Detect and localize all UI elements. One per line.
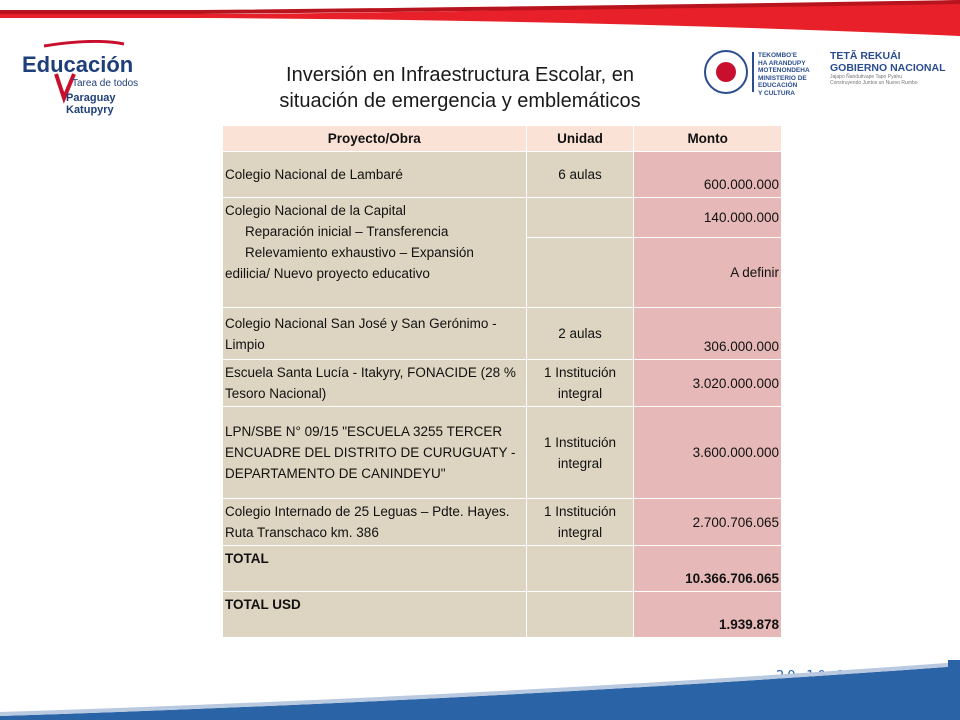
table-row-total xyxy=(223,546,782,592)
row-amount: A definir xyxy=(634,238,782,308)
table-row-total-usd xyxy=(223,592,782,638)
gov-sub-1: Jajapo Ñandutivape Tapo Pyahu xyxy=(830,74,902,80)
gobierno-nacional-logo xyxy=(830,50,950,98)
row-unit: 1 Institución integral xyxy=(526,407,634,499)
header-unidad: Unidad xyxy=(526,126,634,152)
row-unit: 1 Institución integral xyxy=(526,499,634,546)
row-project: Escuela Santa Lucía - Itakyry, FONACIDE (28 % Tesoro Nacional) xyxy=(223,360,527,407)
logo-tagline: Tarea de todos xyxy=(72,78,139,89)
table-row xyxy=(223,360,782,407)
row-unit xyxy=(526,546,634,592)
table-row xyxy=(223,152,782,198)
title-line-1: Inversión en Infraestructura Escolar, en xyxy=(286,64,634,86)
row-amount: 10.366.706.065 xyxy=(634,546,782,592)
table-row xyxy=(223,308,782,360)
title-line-2: situación de emergencia y emblemáticos xyxy=(279,90,641,112)
gov-line-1: TETÃ REKUÁI xyxy=(830,50,901,62)
gov-sub-2: Construyendo Juntos un Nuevo Rumbo xyxy=(830,80,918,86)
logo-divider xyxy=(752,52,754,92)
project-name: Colegio Nacional de la Capital xyxy=(225,203,406,218)
project-subitem-cont: edilicia/ Nuevo proyecto educativo xyxy=(225,266,430,281)
row-unit: 2 aulas xyxy=(526,308,634,360)
table-row xyxy=(223,499,782,546)
row-amount: 306.000.000 xyxy=(634,308,782,360)
investment-table xyxy=(222,125,782,638)
row-project: LPN/SBE N° 09/15 "ESCUELA 3255 TERCER ENCUADRE DEL DISTRITO DE CURUGUATY - DEPARTAMENTO DE CANINDEYU" xyxy=(223,407,527,499)
header-monto: Monto xyxy=(634,126,782,152)
ministry-text: TEKOMBO'E HA ARANDUPY MOTENONDEHA MINISTERIO DE EDUCACIÓN Y CULTURA xyxy=(758,52,810,97)
row-amount: 600.000.000 xyxy=(634,152,782,198)
table-row xyxy=(223,198,782,238)
row-unit xyxy=(526,238,634,308)
project-subitem: Reparación inicial – Transferencia xyxy=(245,224,449,239)
national-seal-icon xyxy=(704,50,748,94)
row-amount: 3.600.000.000 xyxy=(634,407,782,499)
row-unit xyxy=(526,592,634,638)
project-subitem: Relevamiento exhaustivo – Expansión xyxy=(245,245,474,260)
row-project: TOTAL USD xyxy=(223,592,527,638)
page-title xyxy=(230,62,690,114)
row-project: Colegio Nacional San José y San Gerónimo - Limpio xyxy=(223,308,527,360)
row-amount: 140.000.000 xyxy=(634,198,782,238)
row-amount: 3.020.000.000 xyxy=(634,360,782,407)
table-header-row xyxy=(223,126,782,152)
row-unit: 6 aulas xyxy=(526,152,634,198)
bottom-decorative-band xyxy=(0,660,960,720)
logo-brand-text: Educación xyxy=(22,52,134,77)
row-project xyxy=(223,198,527,308)
row-project: TOTAL xyxy=(223,546,527,592)
logo-country-text: Paraguay Katupyry xyxy=(66,92,116,116)
education-logo xyxy=(14,40,164,116)
top-decorative-band xyxy=(0,0,960,40)
row-amount: 2.700.706.065 xyxy=(634,499,782,546)
row-unit: 1 Institución integral xyxy=(526,360,634,407)
row-project: Colegio Internado de 25 Leguas – Pdte. Hayes. Ruta Transchaco km. 386 xyxy=(223,499,527,546)
table-row xyxy=(223,407,782,499)
government-logos xyxy=(700,46,950,102)
row-amount: 1.939.878 xyxy=(634,592,782,638)
gov-line-2: GOBIERNO NACIONAL xyxy=(830,62,946,74)
row-unit xyxy=(526,198,634,238)
row-project: Colegio Nacional de Lambaré xyxy=(223,152,527,198)
header-proyecto: Proyecto/Obra xyxy=(223,126,527,152)
